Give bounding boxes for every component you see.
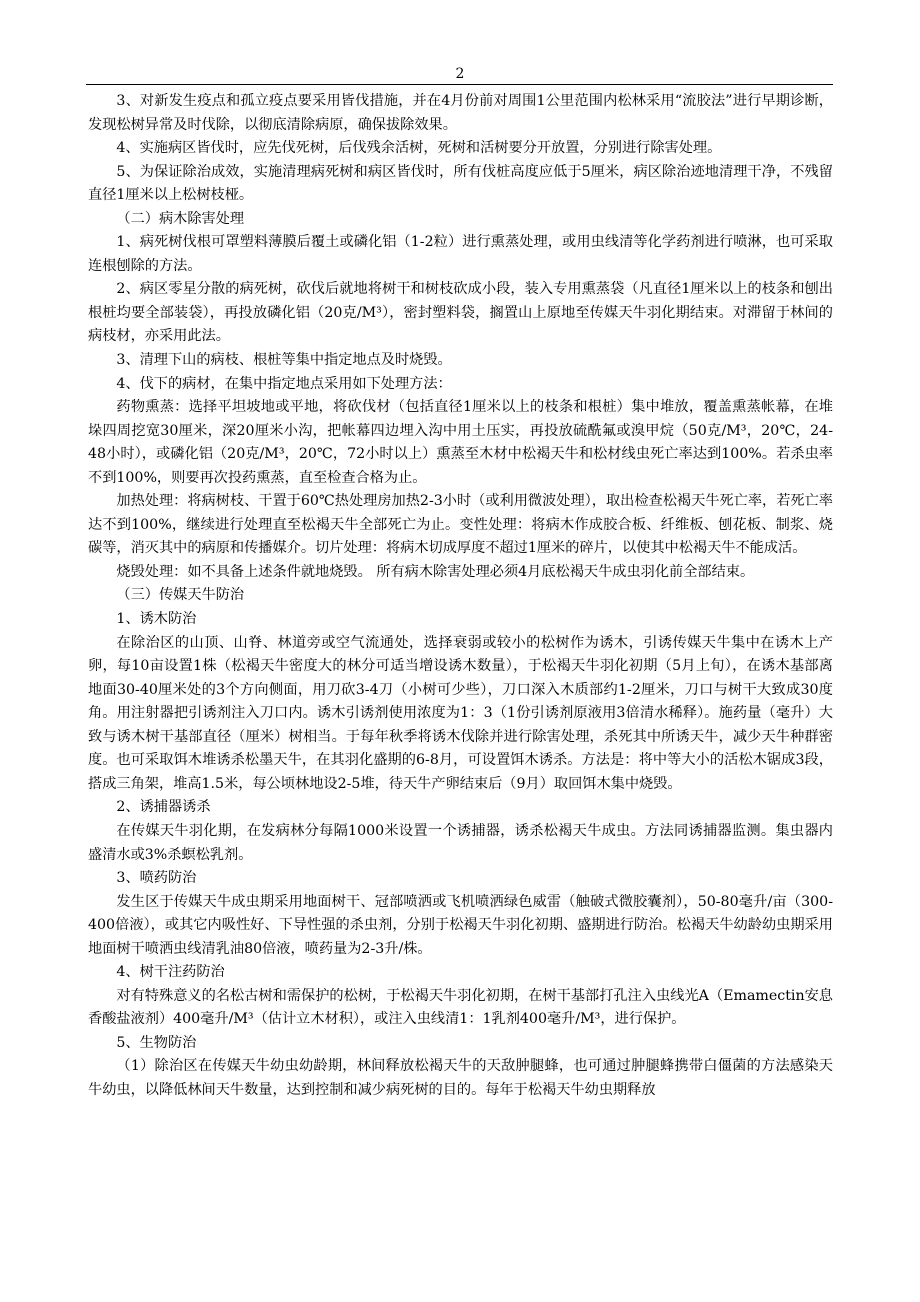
paragraph: 3、清理下山的病枝、根桩等集中指定地点及时烧毁。 [116, 352, 452, 369]
paragraph: 加热处理：将病树枝、干置于60℃热处理房加热2-3小时（或利用微波处理），取出检查松褐天牛死亡率，若死亡率达不到100%，继续进行处理直至松褐天牛全部死亡为止。变性处理：将病木作成胶合板、纤维板、刨花板、制浆、烧碳等，消灭其中的病原和传播媒介。切片处理：将病木切成厚度不超过1厘米的碎片，以使其中松褐天牛不能成活。 [88, 493, 833, 557]
subsection-heading: 3、喷药防治 [116, 870, 197, 887]
paragraph: 药物熏蒸：选择平坦坡地或平地，将砍伐材（包括直径1厘米以上的枝条和根桩）集中堆放，覆盖熏蒸帐幕，在堆垛四周挖宽30厘米，深20厘米小沟，把帐幕四边埋入沟中用土压实，再投放硫酰氟或溴甲烷（50克/M³，20℃，24-48小时），或磷化铝（20克/M³，20℃，72小时以上）熏蒸至木材中松褐天牛和松材线虫死亡率达到100%。若杀虫率不到100%，则要再次投药熏蒸，直至检查合格为止。 [88, 399, 833, 486]
paragraph: 2、病区零星分散的病死树，砍伐后就地将树干和树枝砍成小段，装入专用熏蒸袋（凡直径1厘米以上的枝条和刨出根桩均要全部装袋），再投放磷化铝（20克/M³），密封塑料袋，搁置山上原地至传媒天牛羽化期结束。对滞留于林间的病枝材，亦采用此法。 [88, 281, 833, 345]
paragraph: 3、对新发生疫点和孤立疫点要采用皆伐措施，并在4月份前对周围1公里范围内松林采用“流胶法”进行早期诊断，发现松树异常及时伐除，以彻底清除病原，确保拔除效果。 [88, 93, 833, 133]
paragraph: 5、为保证除治成效，实施清理病死树和病区皆伐时，所有伐桩高度应低于5厘米，病区除治迹地清理干净，不残留直径1厘米以上松树枝桠。 [88, 163, 833, 204]
subsection-heading: 2、诱捕器诱杀 [116, 799, 211, 816]
paragraph: （1）除治区在传媒天牛幼虫幼龄期，林间释放松褐天牛的天敌肿腿蜂，也可通过肿腿蜂携带白僵菌的方法感染天牛幼虫，以降低林间天牛数量，达到控制和减少病死树的目的。每年于松褐天牛幼虫期释放 [88, 1058, 833, 1098]
paragraph: 发生区于传媒天牛成虫期采用地面树干、冠部喷洒或飞机喷洒绿色威雷（触破式微胶囊剂），50-80毫升/亩（300-400倍液），或其它内吸性好、下导性强的杀虫剂，分别于松褐天牛羽化初期、盛期进行防治。松褐天牛幼龄幼虫期采用地面树干喷洒虫线清乳油80倍液，喷药量为2-3升/株。 [88, 893, 833, 957]
header-rule [86, 84, 833, 85]
paragraph: 对有特殊意义的名松古树和需保护的松树，于松褐天牛羽化初期，在树干基部打孔注入虫线光A（Emamectin安息香酸盐液剂）400毫升/M³（估计立木材积），或注入虫线清1：1乳剂400毫升/M³，进行保护。 [88, 987, 833, 1028]
section-heading: （二）病木除害处理 [116, 210, 245, 227]
page-number: 2 [455, 66, 465, 82]
subsection-heading: 5、生物防治 [116, 1034, 197, 1051]
paragraph: 在除治区的山顶、山脊、林道旁或空气流通处，选择衰弱或较小的松树作为诱木，引诱传媒天牛集中在诱木上产卵，每10亩设置1株（松褐天牛密度大的林分可适当增设诱木数量），于松褐天牛羽化初期（5月上旬），在诱木基部离地面30-40厘米处的3个方向侧面，用刀砍3-4刀（小树可少些），刀口深入木质部约1-2厘米，刀口与树干大致成30度角。用注射器把引诱剂注入刀口内。诱木引诱剂使用浓度为1：3（1份引诱剂原液用3倍清水稀释）。施药量（毫升）大致与诱木树干基部直径（厘米）树相当。于每年秋季将诱木伐除并进行除害处理，杀死其中所诱天牛，减少天牛种群密度。也可采取饵木堆诱杀松墨天牛，在其羽化盛期的6-8月，可设置饵木诱杀。方法是：将中等大小的活松木锯成3段，搭成三角架，堆高1.5米，每公顷林地设2-5堆，待天牛产卵结束后（9月）取回饵木集中烧毁。 [88, 634, 833, 792]
section-heading: （三）传媒天牛防治 [116, 587, 245, 604]
document-body [88, 90, 833, 1103]
paragraph: 烧毁处理：如不具备上述条件就地烧毁。 所有病木除害处理必须4月底松褐天牛成虫羽化前全部结束。 [116, 563, 755, 580]
subsection-heading: 1、诱木防治 [116, 611, 197, 628]
paragraph: 1、病死树伐根可罩塑料薄膜后覆土或磷化铝（1-2粒）进行熏蒸处理，或用虫线清等化学药剂进行喷淋，也可采取连根刨除的方法。 [88, 234, 833, 274]
paragraph: 4、伐下的病材，在集中指定地点采用如下处理方法： [116, 375, 452, 392]
paragraph: 在传媒天牛羽化期，在发病林分每隔1000米设置一个诱捕器，诱杀松褐天牛成虫。方法同诱捕器监测。集虫器内盛清水或3%杀螟松乳剂。 [88, 822, 833, 863]
paragraph: 4、实施病区皆伐时，应先伐死树，后伐残余活树，死树和活树要分开放置，分别进行除害处理。 [116, 140, 722, 157]
subsection-heading: 4、树干注药防治 [116, 964, 225, 981]
